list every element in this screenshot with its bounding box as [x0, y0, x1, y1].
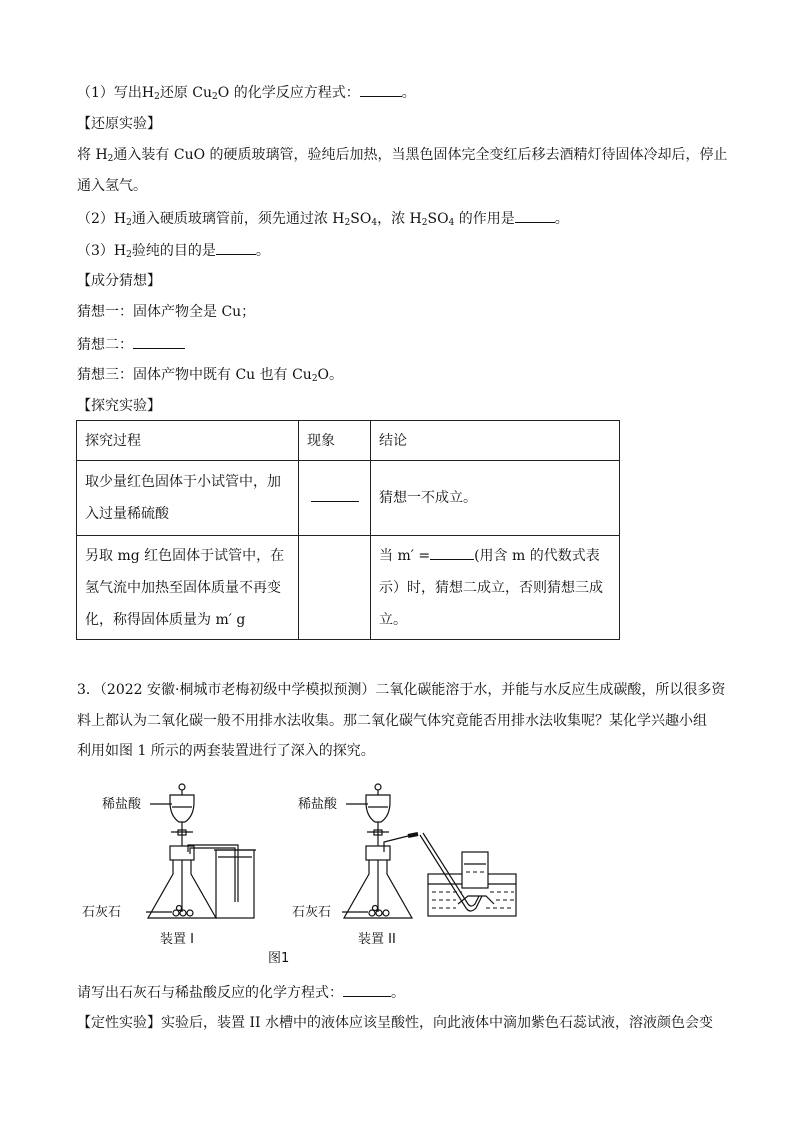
subscript: 2: [126, 218, 132, 228]
inverted-bottle: [462, 852, 488, 888]
figure-caption: 图1: [268, 951, 290, 966]
text: 。: [554, 211, 569, 227]
answer-blank[interactable]: [343, 982, 391, 997]
funnel-bulb-2: [366, 795, 390, 822]
q1-text: O 的化学反应方程式：: [217, 85, 360, 101]
cell-line: 示）时，猜想二成立，否则猜想三成: [379, 579, 603, 596]
answer-blank[interactable]: [515, 208, 555, 223]
reduce-text-1: [77, 145, 728, 169]
q3-intro-3: 利用如图 1 所示的两套装置进行了深入的探究。: [77, 743, 375, 759]
text: (用含 m 的代数式表: [474, 547, 600, 564]
text: SO: [427, 211, 449, 227]
cell-line: 取少量红色固体于小试管中，加: [85, 474, 281, 490]
q1-text: （1）写出H: [77, 85, 155, 101]
guess-1: 猜想一：固体产物全是 Cu；: [77, 304, 256, 320]
text: O。: [317, 367, 344, 383]
table-cell: [371, 536, 620, 640]
subscript: 2: [154, 92, 160, 102]
text: 。: [391, 985, 405, 1001]
cell-line: [379, 540, 611, 572]
subscript: 2: [344, 218, 351, 228]
text: 的作用是: [454, 211, 515, 227]
subscript: 2: [421, 218, 428, 228]
explore-heading: 【探究实验】: [77, 398, 161, 414]
apparatus-diagram: [82, 762, 510, 967]
guess-2: [77, 334, 185, 355]
delivery-tube: [188, 845, 238, 902]
label-stone-1: 石灰石: [82, 905, 122, 920]
text: ，浓 H: [377, 211, 422, 227]
table-header: 现象: [299, 421, 371, 461]
reduce-text-2: 通入氢气。: [77, 178, 147, 194]
text: 验纯的目的是: [131, 243, 216, 259]
table-header-row: [77, 421, 620, 461]
cell-line: 另取 mg 红色固体于试管中，在: [85, 547, 285, 564]
reduce-heading: 【还原实验】: [77, 116, 161, 132]
answer-blank[interactable]: [216, 240, 256, 255]
subscript: 4: [448, 218, 455, 228]
guess-heading: 【成分猜想】: [77, 273, 161, 289]
guess-3: [77, 365, 343, 389]
question-2: [77, 208, 569, 233]
cell-line: 入过量稀硫酸: [85, 506, 169, 522]
question-1: [77, 82, 416, 107]
table-header: 探究过程: [77, 421, 299, 461]
q3-intro-2: 料上都认为二氧化碳一般不用排水法收集。那二氧化碳气体究竟能否用排水法收集呢？某化学兴趣小组: [77, 713, 707, 729]
table-row: [77, 461, 620, 536]
table-cell: [77, 536, 299, 640]
text: 通入装有 CuO 的硬质玻璃管，验纯后加热，当黑色固体完全变红后移去酒精灯待固体冷却后，停止: [113, 147, 728, 163]
answer-blank[interactable]: [430, 545, 474, 560]
label-device-1: 装置 I: [160, 932, 194, 947]
answer-blank[interactable]: [360, 82, 402, 97]
text: 通入硬质玻璃管前，须先通过浓 H: [131, 211, 345, 227]
table-cell: [77, 461, 299, 536]
question-3: [77, 240, 270, 265]
label-stone-2: 石灰石: [292, 905, 332, 920]
text: （2）H: [77, 211, 127, 227]
table-cell: [299, 461, 371, 536]
subscript: 2: [107, 154, 114, 164]
q1-text: 还原 Cu: [159, 85, 213, 101]
text: 猜想二：: [77, 337, 133, 353]
answer-blank[interactable]: [133, 334, 185, 349]
table-header: 结论: [371, 421, 620, 461]
experiment-table: [76, 420, 620, 640]
table-row: [77, 536, 620, 640]
subscript: 2: [311, 374, 318, 384]
text: （3）H: [77, 243, 127, 259]
answer-blank[interactable]: [311, 487, 359, 502]
write-equation: [77, 982, 405, 1003]
subscript: 2: [212, 92, 218, 102]
subscript: 2: [126, 250, 132, 260]
text: 请写出石灰石与稀盐酸反应的化学方程式：: [77, 985, 343, 1001]
subscript: 4: [371, 218, 378, 228]
figure-1: [82, 762, 510, 967]
text: 。: [255, 243, 270, 259]
table-cell: [299, 536, 371, 640]
cell-line: 立。: [379, 611, 407, 628]
label-acid-2: 稀盐酸: [298, 797, 338, 812]
cell-line: 氢气流中加热至固体质量不再变: [85, 579, 281, 596]
qualitative-experiment: 【定性实验】实验后，装置 II 水槽中的液体应该呈酸性，向此液体中滴加紫色石蕊试液，溶液颜色会变: [77, 1015, 713, 1031]
label-acid-1: 稀盐酸: [102, 797, 142, 812]
text: 猜想三：固体产物中既有 Cu 也有 Cu: [77, 367, 312, 383]
text: 将 H: [77, 147, 108, 163]
q3-intro-1: 3．（2022 安徽·桐城市老梅初级中学模拟预测）二氧化碳能溶于水，并能与水反应生成碳酸，所以很多资: [77, 682, 726, 698]
cell-line: 化，称得固体质量为 m′ g: [85, 611, 246, 628]
funnel-stopper: [179, 784, 185, 790]
table-cell: 猜想一不成立。: [371, 461, 620, 536]
text: SO: [350, 211, 372, 227]
q1-text: 。: [401, 85, 416, 101]
label-device-2: 装置 II: [358, 932, 396, 947]
text: 当 m′ =: [379, 547, 431, 564]
funnel-bulb: [170, 795, 194, 822]
